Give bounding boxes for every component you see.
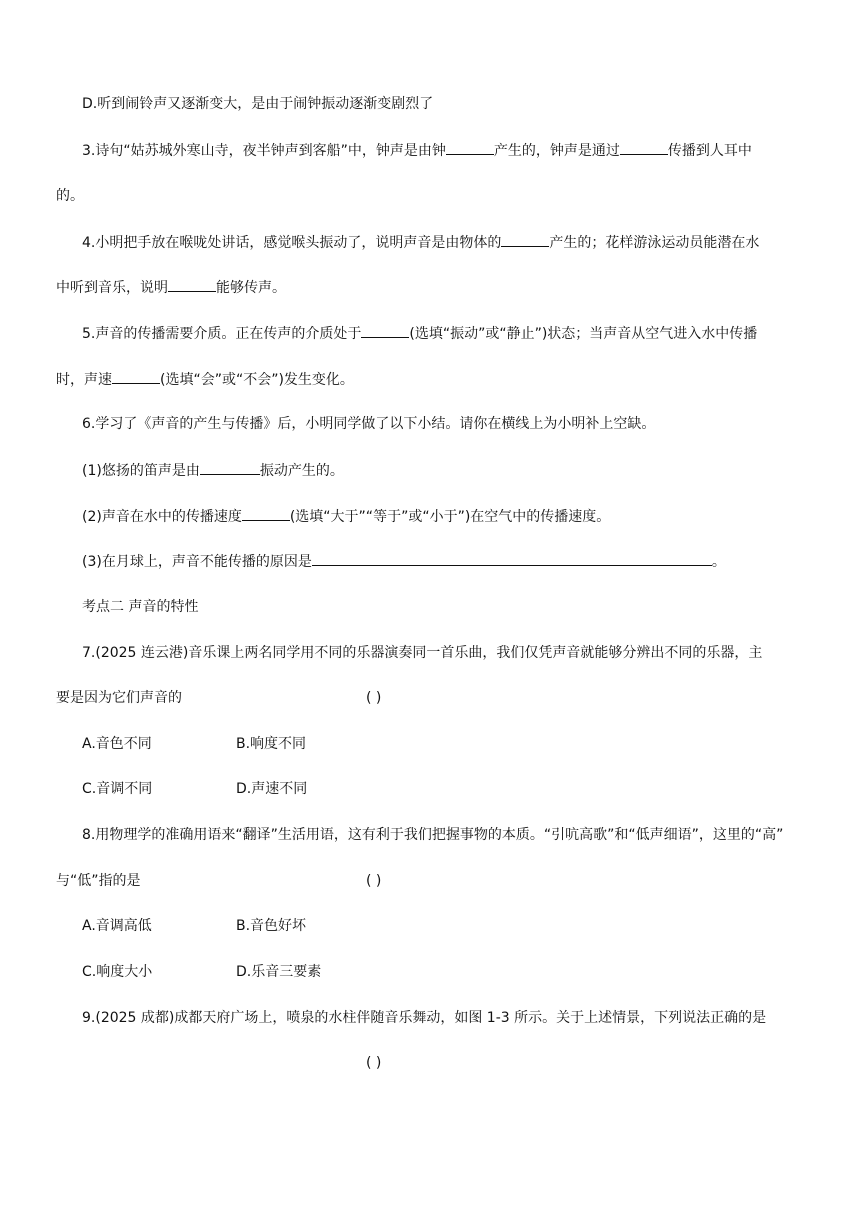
q9-line-1: 9.(2025 成都)成都天府广场上，喷泉的水柱伴随音乐舞动，如图 1-3 所示。关于上述情景，下列说法正确的是 xyxy=(82,1010,767,1026)
q7-options-row-2: C.音调不同 D.声速不同 xyxy=(82,781,308,797)
q8-line-2: 与“低”指的是 xyxy=(56,873,141,889)
q8-options-row-1: A.音调高低 B.音色好坏 xyxy=(82,918,307,934)
q3-blank-2 xyxy=(620,140,668,155)
q8-options-row-2: C.响度大小 D.乐音三要素 xyxy=(82,964,322,980)
q8-line-1: 8.用物理学的准确用语来“翻译”生活用语，这有利于我们把握事物的本质。“引吭高歌”和“低声细语”，这里的“高” xyxy=(82,827,784,843)
q3-line-2: 的。 xyxy=(56,188,84,204)
q5-blank-2 xyxy=(112,369,160,384)
q7-options-row-1: A.音色不同 B.响度不同 xyxy=(82,736,307,752)
q4-line-2: 中听到音乐，说明 能够传声。 xyxy=(56,277,286,298)
q5-line-2: 时，声速 (选填“会”或“不会”)发生变化。 xyxy=(56,369,354,390)
q2-option-d: D.听到闹铃声又逐渐变大，是由于闹钟振动逐渐变剧烈了 xyxy=(82,96,434,112)
q7-answer-paren: ( ) xyxy=(366,690,382,706)
q3-line-1: 3.诗句“姑苏城外寒山寺，夜半钟声到客船”中，钟声是由钟 产生的，钟声是通过 传播到人耳中 xyxy=(82,140,752,161)
q6-stem: 6.学习了《声音的产生与传播》后，小明同学做了以下小结。请你在横线上为小明补上空缺。 xyxy=(82,416,656,432)
q4-blank-1 xyxy=(501,232,549,247)
q4-blank-2 xyxy=(168,277,216,292)
q6-part-2: (2)声音在水中的传播速度 (选填“大于”“等于”或“小于”)在空气中的传播速度。 xyxy=(82,506,610,527)
q6-part-1: (1)悠扬的笛声是由 振动产生的。 xyxy=(82,460,344,481)
section-heading: 考点二 声音的特性 xyxy=(82,599,199,615)
q5-blank-1 xyxy=(361,323,409,338)
q6-part-3: (3)在月球上，声音不能传播的原因是 。 xyxy=(82,551,726,572)
q3-blank-1 xyxy=(446,140,494,155)
q7-line-1: 7.(2025 连云港)音乐课上两名同学用不同的乐器演奏同一首乐曲，我们仅凭声音就能够分辨出不同的乐器，主 xyxy=(82,645,763,661)
q4-line-1: 4.小明把手放在喉咙处讲话，感觉喉头振动了，说明声音是由物体的 产生的；花样游泳运动员能潜在水 xyxy=(82,232,759,253)
q9-answer-paren: ( ) xyxy=(366,1055,382,1071)
q5-line-1: 5.声音的传播需要介质。正在传声的介质处于 (选填“振动”或“静止”)状态；当声音从空气进入水中传播 xyxy=(82,323,757,344)
q8-answer-paren: ( ) xyxy=(366,873,382,889)
q6-blank-1 xyxy=(200,460,260,475)
q7-line-2: 要是因为它们声音的 xyxy=(56,690,182,706)
q6-blank-2 xyxy=(242,506,290,521)
q6-blank-3 xyxy=(312,551,712,566)
